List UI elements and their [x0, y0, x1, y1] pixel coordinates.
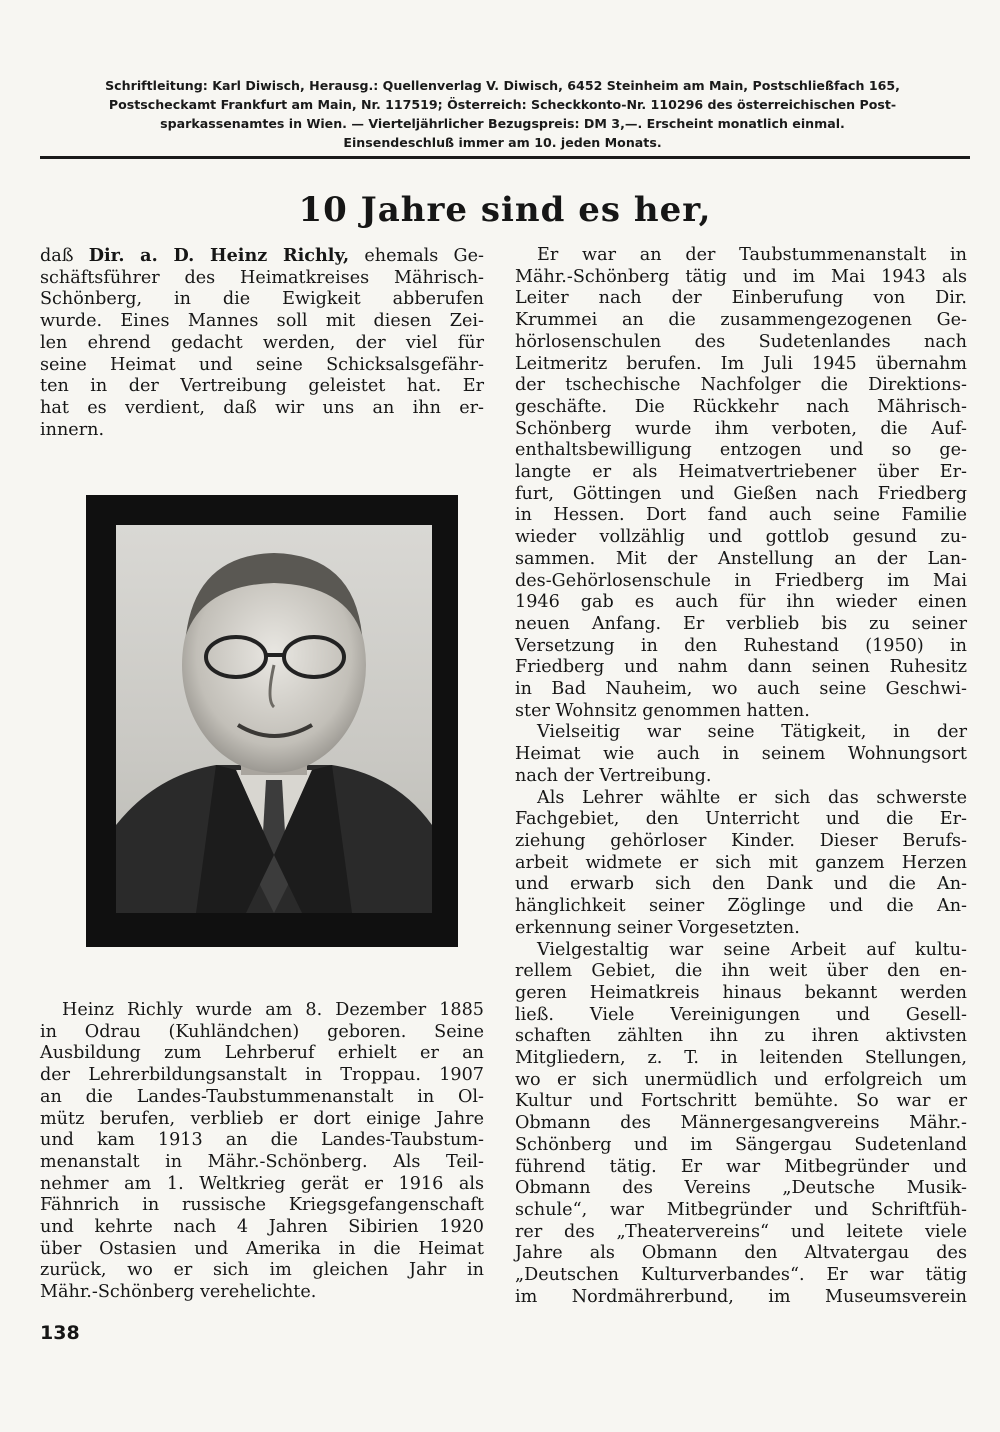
text-line: ließ. Viele Vereinigungen und Gesell- [515, 1004, 967, 1025]
text-line: „Deutschen Kulturverbandes“. Er war tätig [515, 1265, 967, 1286]
text-line: Vielseitig war seine Tätigkeit, in der [537, 722, 967, 743]
text-line: hat es verdient, daß wir uns an ihn er- [40, 397, 484, 418]
masthead-line: sparkassenamtes in Wien. — Vierteljährlicher Bezugspreis: DM 3,—. Erscheint monatlich einmal. [160, 116, 845, 131]
page-number: 138 [40, 1322, 80, 1344]
text-line: arbeit widmete er sich mit ganzem Herzen [515, 852, 967, 873]
text-line: Schönberg und im Sängergau Sudetenland [515, 1134, 967, 1155]
text-line: Jahre als Obmann den Altvatergau des [515, 1243, 967, 1264]
text-line: schaften zählten ihn zu ihren aktivsten [515, 1026, 967, 1047]
text-line: Mitgliedern, z. T. in leitenden Stellungen, [515, 1048, 967, 1069]
text-line: an die Landes-Taubstummenanstalt in Ol- [40, 1086, 484, 1107]
paragraph [515, 245, 967, 722]
text-line: und kam 1913 an die Landes-Taubstum- [40, 1130, 484, 1151]
text-line: Mähr.-Schönberg tätig und im Mai 1943 als [515, 266, 967, 287]
text-line: geschäfte. Die Rückkehr nach Mährisch- [515, 396, 967, 417]
right-column [515, 245, 967, 1308]
text-line: enthaltsbewilligung entzogen und so ge- [515, 440, 967, 461]
text-line: Leiter nach der Einberufung von Dir. [515, 288, 967, 309]
portrait-photo-frame [86, 495, 458, 947]
text-line: nach der Vertreibung. [515, 765, 712, 786]
masthead [40, 76, 965, 152]
text-line: im Nordmährerbund, im Museumsverein [515, 1286, 967, 1307]
paragraph [515, 788, 967, 940]
text-line: Versetzung in den Ruhestand (1950) in [515, 635, 967, 656]
text-line: Obmann des Vereins „Deutsche Musik- [515, 1178, 967, 1199]
text-fragment: ehemals Ge- [349, 246, 484, 266]
text-line: Heinz Richly wurde am 8. Dezember 1885 [62, 1000, 484, 1020]
text-line: ten in der Vertreibung geleistet hat. Er [40, 376, 484, 397]
text-line: Heimat wie auch in seinem Wohnungsort [515, 744, 967, 765]
text-line: 1946 gab es auch für ihn wieder einen [515, 592, 967, 613]
text-line: Schönberg wurde ihm verboten, die Auf- [515, 418, 967, 439]
text-line: und erwarb sich den Dank und die An- [515, 874, 967, 895]
text-line: Obmann des Männergesangvereins Mähr.- [515, 1113, 967, 1134]
text-line: Fähnrich in russische Kriegsgefangenschaft [40, 1195, 484, 1216]
masthead-line: Postscheckamt Frankfurt am Main, Nr. 117519; Österreich: Scheckkonto-Nr. 110296 des österreichischen Post- [108, 97, 897, 112]
text-line: Mähr.-Schönberg verehelichte. [40, 1282, 317, 1303]
text-line: erkennung seiner Vorgesetzten. [515, 917, 800, 938]
text-line: über Ostasien und Amerika in die Heimat [40, 1238, 484, 1259]
header-divider [40, 156, 970, 159]
left-column-intro [40, 245, 484, 441]
masthead-line: Einsendeschluß immer am 10. jeden Monats. [343, 135, 662, 150]
paragraph [515, 940, 967, 1309]
person-name: Dir. a. D. Heinz Richly, [88, 245, 350, 266]
text-line: hänglichkeit seiner Zöglinge und die An- [515, 896, 967, 917]
text-line: furt, Göttingen und Gießen nach Friedberg [515, 483, 967, 504]
text-line: Ausbildung zum Lehrberuf erhielt er an [40, 1043, 484, 1064]
article-headline: 10 Jahre sind es her, [298, 190, 712, 230]
text-line: nehmer am 1. Weltkrieg gerät er 1916 als [40, 1173, 484, 1194]
portrait-photo [116, 525, 432, 913]
text-line: ziehung gehörloser Kinder. Dieser Berufs- [515, 830, 967, 851]
text-line: in Bad Nauheim, wo auch seine Geschwi- [515, 679, 967, 700]
text-line: Krummei an die zusammengezogenen Ge- [515, 310, 967, 331]
text-line: rellem Gebiet, die ihn weit über den en- [515, 961, 967, 982]
text-line: Als Lehrer wählte er sich das schwerste [537, 787, 967, 808]
text-line: innern. [40, 419, 105, 440]
left-column-biography [40, 1000, 484, 1304]
text-line: seine Heimat und seine Schicksalsgefähr- [40, 354, 484, 375]
masthead-line: Schriftleitung: Karl Diwisch, Herausg.: Quellenverlag V. Diwisch, 6452 Steinheim am Main, Postschließfach 165, [105, 78, 900, 93]
text-line: Er war an der Taubstummenanstalt in [537, 245, 967, 265]
text-fragment: daß [40, 246, 89, 266]
text-line: Friedberg und nahm dann seinen Ruhesitz [515, 657, 967, 678]
text-line: Vielgestaltig war seine Arbeit auf kultu- [537, 939, 967, 960]
text-line: führend tätig. Er war Mitbegründer und [515, 1156, 967, 1177]
text-line: langte er als Heimatvertriebener über Er- [515, 462, 967, 483]
text-line: zurück, wo er sich im gleichen Jahr in [40, 1260, 484, 1281]
text-line: menanstalt in Mähr.-Schönberg. Als Teil- [40, 1151, 484, 1172]
paragraph [515, 722, 967, 787]
text-line: Kultur und Fortschritt bemühte. So war er [515, 1091, 967, 1112]
text-line: hörlosenschulen des Sudetenlandes nach [515, 331, 967, 352]
text-line: wo er sich unermüdlich und erfolgreich um [515, 1069, 967, 1090]
text-line: neuen Anfang. Er verblieb bis zu seiner [515, 613, 967, 634]
text-line [40, 245, 484, 268]
text-line: ster Wohnsitz genommen hatten. [515, 700, 810, 721]
text-line: mütz berufen, verblieb er dort einige Jahre [40, 1108, 484, 1129]
text-line: geren Heimatkreis hinaus bekannt werden [515, 982, 967, 1003]
text-line: rer des „Theatervereins“ und leitete viele [515, 1221, 967, 1242]
text-line: wurde. Eines Mannes soll mit diesen Zei- [40, 311, 484, 332]
text-line: schäftsführer des Heimatkreises Mährisch- [40, 267, 484, 288]
text-line: des-Gehörlosenschule in Friedberg im Mai [515, 570, 967, 591]
text-line: wieder vollzählig und gottlob gesund zu- [515, 527, 967, 548]
portrait-illustration [116, 525, 432, 913]
text-line: in Hessen. Dort fand auch seine Familie [515, 505, 967, 526]
text-line: in Odrau (Kuhländchen) geboren. Seine [40, 1021, 484, 1042]
text-line: sammen. Mit der Anstellung an der Lan- [515, 548, 967, 569]
text-line: und kehrte nach 4 Jahren Sibirien 1920 [40, 1217, 484, 1238]
text-line: der Lehrerbildungsanstalt in Troppau. 1907 [40, 1065, 484, 1086]
text-line: Leitmeritz berufen. Im Juli 1945 übernahm [515, 353, 967, 374]
text-line: len ehrend gedacht werden, der viel für [40, 332, 484, 353]
text-line: der tschechische Nachfolger die Direktions- [515, 375, 967, 396]
text-line: Fachgebiet, den Unterricht und die Er- [515, 809, 967, 830]
text-line: schule“, war Mitbegründer und Schriftfüh- [515, 1199, 967, 1220]
text-line: Schönberg, in die Ewigkeit abberufen [40, 289, 484, 310]
